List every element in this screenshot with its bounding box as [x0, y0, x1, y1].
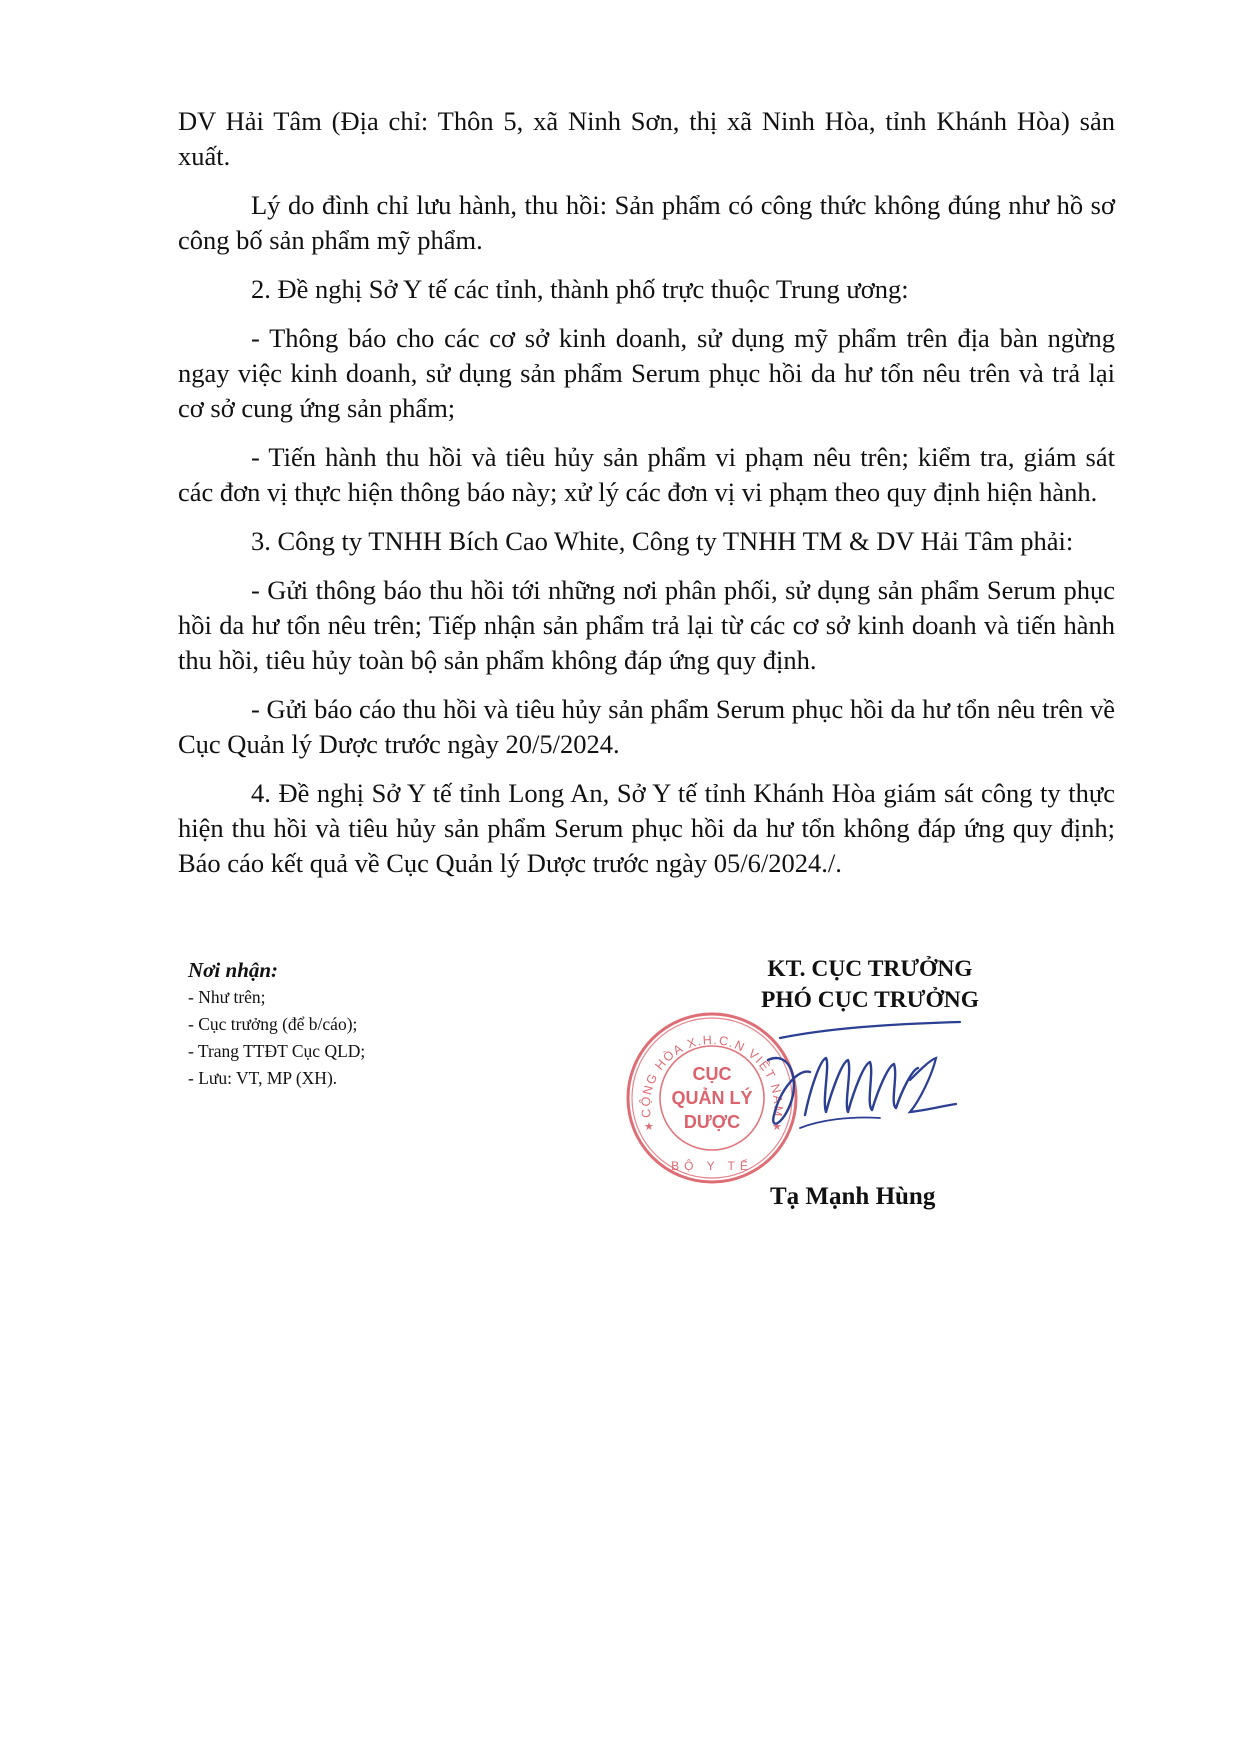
svg-text:CỤC: CỤC: [692, 1064, 732, 1084]
recipient-item: - Như trên;: [188, 987, 266, 1007]
paragraph-2: Lý do đình chỉ lưu hành, thu hồi: Sản phẩm có công thức không đúng như hồ sơ công bố sản phẩm mỹ phẩm.: [178, 190, 1115, 255]
paragraph-8: - Gửi báo cáo thu hồi và tiêu hủy sản phẩm Serum phục hồi da hư tổn nêu trên về Cục Quản lý Dược trước ngày 20/5/2024.: [178, 694, 1115, 759]
recipient-item: - Cục trưởng (để b/cáo);: [188, 1014, 358, 1034]
signature-title-line-1: KT. CỤC TRƯỞNG: [767, 956, 973, 982]
svg-text:★: ★: [644, 1120, 654, 1133]
svg-text:QUẢN LÝ: QUẢN LÝ: [671, 1088, 753, 1108]
paragraph-1: DV Hải Tâm (Địa chỉ: Thôn 5, xã Ninh Sơn, thị xã Ninh Hòa, tỉnh Khánh Hòa) sản xuất.: [178, 106, 1115, 171]
paragraph-9: 4. Đề nghị Sở Y tế tỉnh Long An, Sở Y tế tỉnh Khánh Hòa giám sát công ty thực hiện thu hồi và tiêu hủy sản phẩm Serum phục hồi da hư tổn không đáp ứng quy định; Báo cáo kết quả về Cục Quản lý Dược trước ngày 05/6/2024./.: [178, 778, 1115, 878]
recipient-item: - Trang TTĐT Cục QLD;: [188, 1041, 366, 1061]
document-body: [178, 104, 1115, 895]
signature-title-line-2: PHÓ CỤC TRƯỞNG: [760, 987, 980, 1013]
recipient-item: - Lưu: VT, MP (XH).: [188, 1068, 338, 1088]
recipients-block: [188, 956, 608, 1092]
signature-title-block: [700, 954, 1040, 1016]
paragraph-6: 3. Công ty TNHH Bích Cao White, Công ty TNHH TM & DV Hải Tâm phải:: [251, 526, 1074, 556]
signer-name: Tạ Mạnh Hùng: [770, 1183, 936, 1210]
svg-text:BỘ Y TẾ: BỘ Y TẾ: [671, 1159, 753, 1173]
svg-text:CỘNG HÒA X.H.C.N VIỆT NAM: CỘNG HÒA X.H.C.N VIỆT NAM: [638, 1032, 786, 1119]
paragraph-7: - Gửi thông báo thu hồi tới những nơi phân phối, sử dụng sản phẩm Serum phục hồi da hư tổn nêu trên; Tiếp nhận sản phẩm trả lại từ các cơ sở kinh doanh và tiến hành thu hồi, tiêu hủy toàn bộ sản phẩm không đáp ứng quy định.: [178, 575, 1115, 675]
recipients-list: [188, 984, 608, 1092]
paragraph-3: 2. Đề nghị Sở Y tế các tỉnh, thành phố trực thuộc Trung ương:: [251, 274, 909, 304]
paragraph-4: - Thông báo cho các cơ sở kinh doanh, sử dụng mỹ phẩm trên địa bàn ngừng ngay việc kinh doanh, sử dụng sản phẩm Serum phục hồi da hư tổn nêu trên và trả lại cơ sở cung ứng sản phẩm;: [178, 323, 1115, 423]
svg-text:DƯỢC: DƯỢC: [683, 1112, 741, 1132]
handwritten-signature: [760, 1020, 970, 1150]
paragraph-5: - Tiến hành thu hồi và tiêu hủy sản phẩm vi phạm nêu trên; kiểm tra, giám sát các đơn vị thực hiện thông báo này; xử lý các đơn vị vi phạm theo quy định hiện hành.: [178, 442, 1115, 507]
svg-text:★: ★: [772, 1120, 782, 1133]
recipients-title: Nơi nhận:: [188, 958, 279, 982]
